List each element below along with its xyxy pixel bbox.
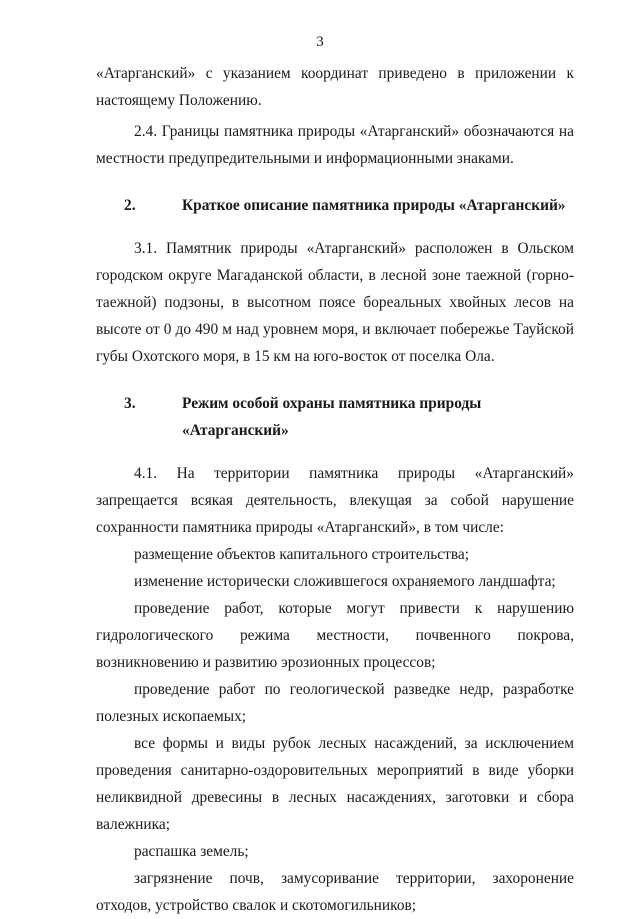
section-heading: [96, 192, 574, 219]
paragraph: проведение работ по геологической разведке недр, разработке полезных ископаемых;: [96, 681, 574, 725]
document-body: [96, 60, 574, 919]
paragraph: распашка земель;: [134, 843, 249, 860]
paragraph: загрязнение почв, замусоривание территории, захоронение отходов, устройство свалок и скотомогильников;: [96, 870, 574, 914]
paragraph: размещение объектов капитального строительства;: [134, 546, 470, 563]
paragraph: 2.4. Границы памятника природы «Атарганский» обозначаются на местности предупредительными и информационными знаками.: [96, 123, 574, 167]
section-number: 2.: [124, 197, 136, 214]
paragraph: проведение работ, которые могут привести к нарушению гидрологического режима местности, почвенного покрова, возникновению и развитию эрозионных процессов;: [96, 600, 574, 671]
section-heading: [96, 390, 574, 444]
paragraph: все формы и виды рубок лесных насаждений, за исключением проведения санитарно-оздоровительных мероприятий в виде уборки неликвидной древесины в лесных насаждениях, заготовки и сбора валежника;: [96, 735, 574, 833]
section-title: Краткое описание памятника природы «Атарганский»: [182, 197, 566, 214]
paragraph: 3.1. Памятник природы «Атарганский» расположен в Ольском городском округе Магаданской области, в лесной зоне таежной (горно-таежной) подзоны, в высотном поясе бореальных хвойных лесов на высоте от 0 до 490 м над уровнем моря, и включает побережье Тауйской губы Охотского моря, в 15 км на юго-восток от поселка Ола.: [96, 240, 574, 365]
paragraph: изменение исторически сложившегося охраняемого ландшафта;: [134, 573, 556, 590]
section-title: Режим особой охраны памятника природы «Атарганский»: [182, 395, 482, 439]
section-number: 3.: [124, 395, 136, 412]
paragraph: 4.1. На территории памятника природы «Атарганский» запрещается всякая деятельность, влекущая за собой нарушение сохранности памятника природы «Атарганский», в том числе:: [96, 465, 574, 536]
paragraph: «Атарганский» с указанием координат приведено в приложении к настоящему Положению.: [96, 65, 574, 109]
page-number: 3: [316, 34, 324, 50]
